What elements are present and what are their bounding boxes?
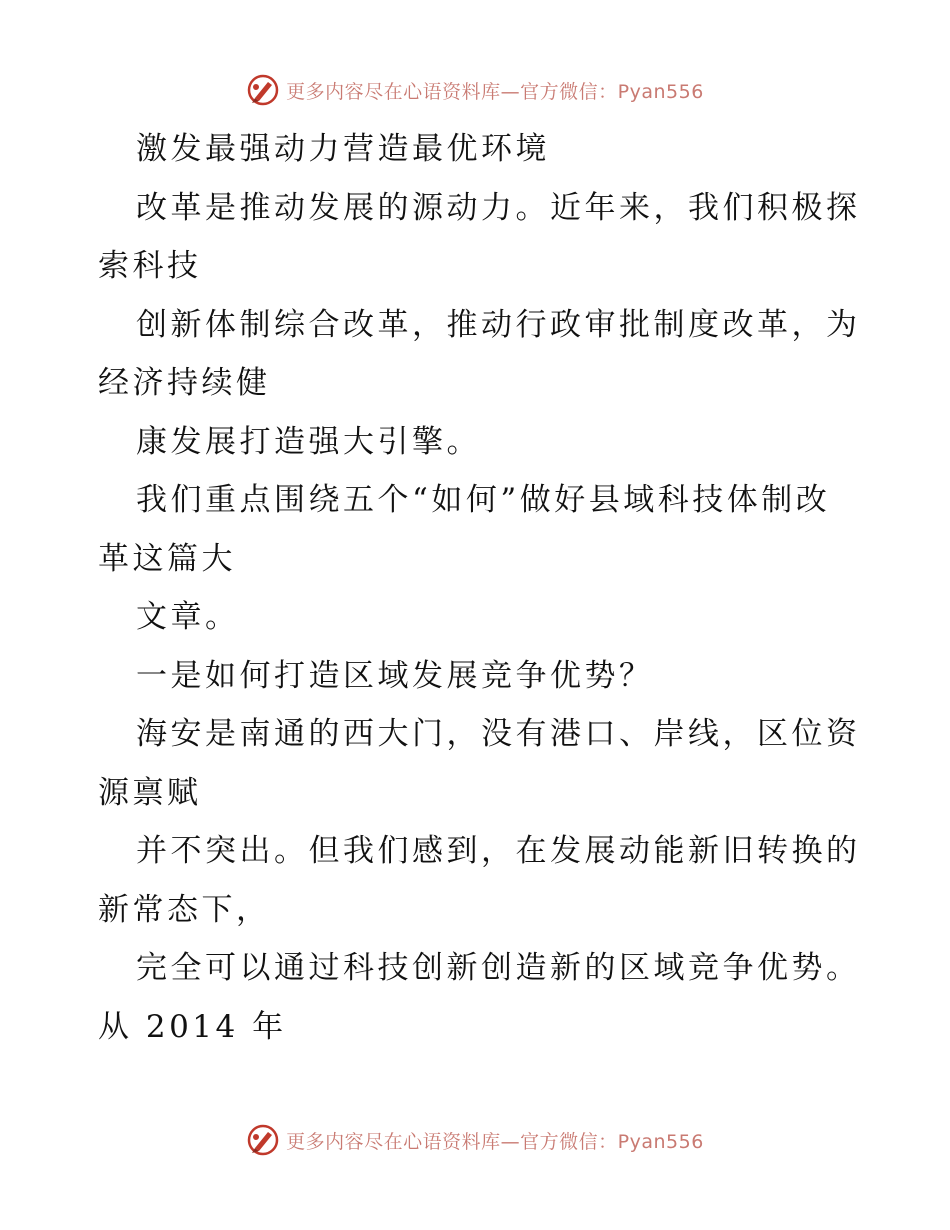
paragraph-line: 并不突出。但我们感到，在发展动能新旧转换的 — [136, 833, 861, 869]
paragraph — [98, 705, 861, 822]
footer-banner — [0, 1120, 950, 1160]
paragraph — [98, 588, 858, 647]
paragraph-line: 创新体制综合改革，推动行政审批制度改革，为 — [136, 306, 861, 343]
footer-banner-text: 更多内容尽在心语资料库—官方微信：Pyan556 — [286, 1130, 704, 1153]
document-body — [98, 120, 861, 1056]
paragraph-line: 完全可以通过科技创新创造新的区域竞争优势。 — [136, 950, 861, 986]
paragraph-line: 激发最强动力营造最优环境 — [136, 131, 550, 167]
header-banner-text: 更多内容尽在心语资料库—官方微信：Pyan556 — [286, 80, 704, 103]
paragraph-line: 一是如何打造区域发展竞争优势？ — [136, 657, 654, 694]
paragraph-line: 我们重点围绕五个“如何”做好县域科技体制改 — [136, 482, 831, 518]
paragraph — [98, 822, 861, 939]
paragraph-line: 从 2014 年 — [98, 1008, 287, 1045]
paragraph-line: 康发展打造强大引擎。 — [136, 423, 481, 460]
header-banner — [0, 70, 950, 110]
paragraph-line: 新常态下， — [98, 891, 271, 928]
pen-logo-icon — [246, 73, 280, 107]
paragraph — [98, 413, 858, 472]
paragraph-line: 海安是南通的西大门，没有港口、岸线，区位资 — [136, 716, 861, 752]
paragraph — [98, 296, 861, 413]
paragraph — [98, 179, 861, 296]
paragraph-line: 源禀赋 — [98, 774, 202, 811]
paragraph-line: 文章。 — [136, 599, 240, 635]
paragraph — [98, 471, 858, 588]
pen-logo-icon — [246, 1123, 280, 1157]
paragraph — [98, 120, 858, 179]
paragraph-line: 革这篇大 — [98, 540, 236, 577]
paragraph — [98, 939, 861, 1056]
paragraph — [98, 647, 858, 706]
paragraph-line: 索科技 — [98, 248, 202, 284]
paragraph-line: 经济持续健 — [98, 365, 271, 401]
paragraph-line: 改革是推动发展的源动力。近年来，我们积极探 — [136, 189, 861, 226]
